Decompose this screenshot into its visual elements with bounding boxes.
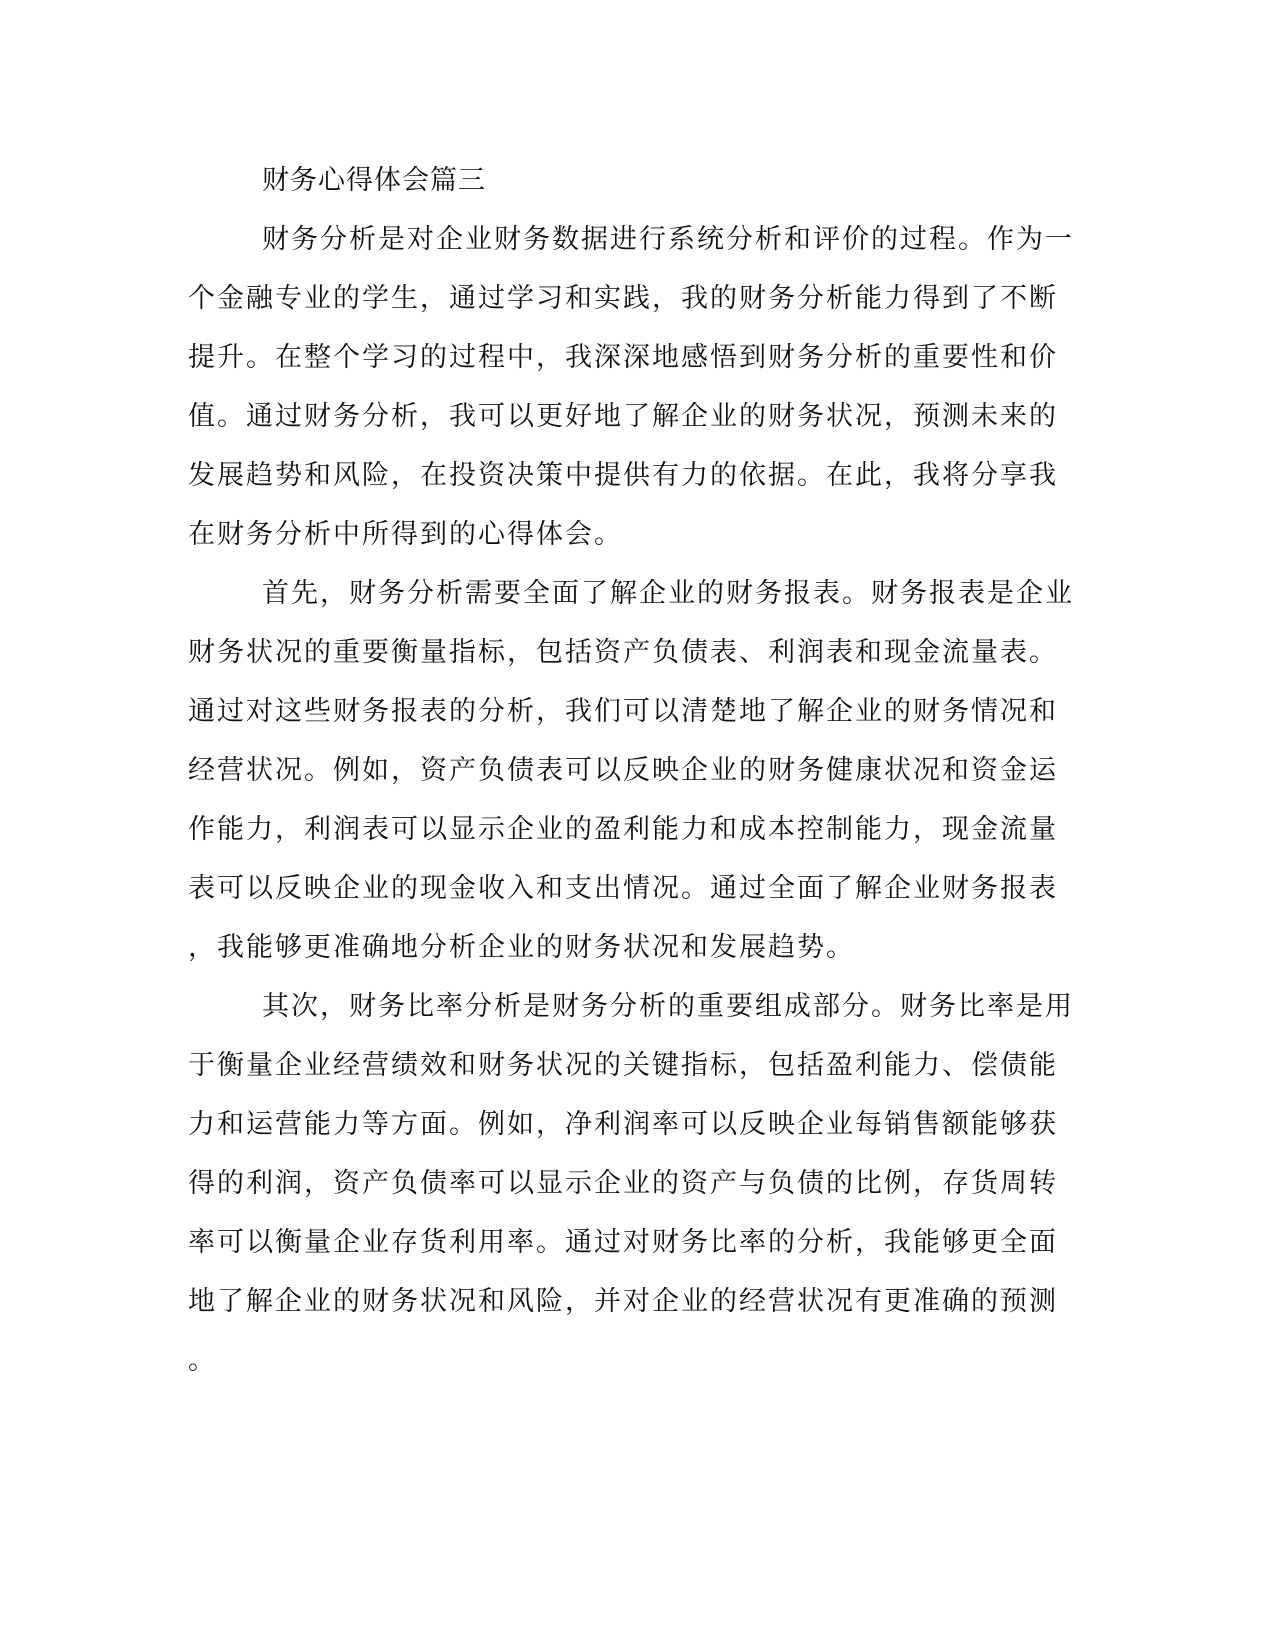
text-line: 作能力，利润表可以显示企业的盈利能力和成本控制能力，现金流量 [188,814,1058,845]
text-line: 其次，财务比率分析是财务分析的重要组成部分。财务比率是用 [262,991,1074,1022]
text-line: 首先，财务分析需要全面了解企业的财务报表。财务报表是企业 [262,578,1074,609]
text-line: 通过对这些财务报表的分析，我们可以清楚地了解企业的财务情况和 [188,696,1058,727]
text-line: 值。通过财务分析，我可以更好地了解企业的财务状况，预测未来的 [188,401,1058,432]
text-line: 于衡量企业经营绩效和财务状况的关键指标，包括盈利能力、偿债能 [188,1050,1058,1081]
text-line: 。 [188,1345,217,1376]
text-line: 个金融专业的学生，通过学习和实践，我的财务分析能力得到了不断 [188,283,1058,314]
text-line: 财务状况的重要衡量指标，包括资产负债表、利润表和现金流量表。 [188,637,1058,668]
text-line: 财务分析是对企业财务数据进行系统分析和评价的过程。作为一 [262,224,1074,255]
document-title: 财务心得体会篇三 [262,165,486,196]
text-line: 经营状况。例如，资产负债表可以反映企业的财务健康状况和资金运 [188,755,1058,786]
text-line: 地了解企业的财务状况和风险，并对企业的经营状况有更准确的预测 [188,1286,1058,1317]
text-line: 在财务分析中所得到的心得体会。 [188,519,623,550]
text-line: 表可以反映企业的现金收入和支出情况。通过全面了解企业财务报表 [188,873,1058,904]
text-line: ，我能够更准确地分析企业的财务状况和发展趋势。 [188,932,855,963]
text-line: 发展趋势和风险，在投资决策中提供有力的依据。在此，我将分享我 [188,460,1058,491]
text-line: 率可以衡量企业存货利用率。通过对财务比率的分析，我能够更全面 [188,1227,1058,1258]
text-line: 得的利润，资产负债率可以显示企业的资产与负债的比例，存货周转 [188,1168,1058,1199]
text-line: 力和运营能力等方面。例如，净利润率可以反映企业每销售额能够获 [188,1109,1058,1140]
text-line: 提升。在整个学习的过程中，我深深地感悟到财务分析的重要性和价 [188,342,1058,373]
